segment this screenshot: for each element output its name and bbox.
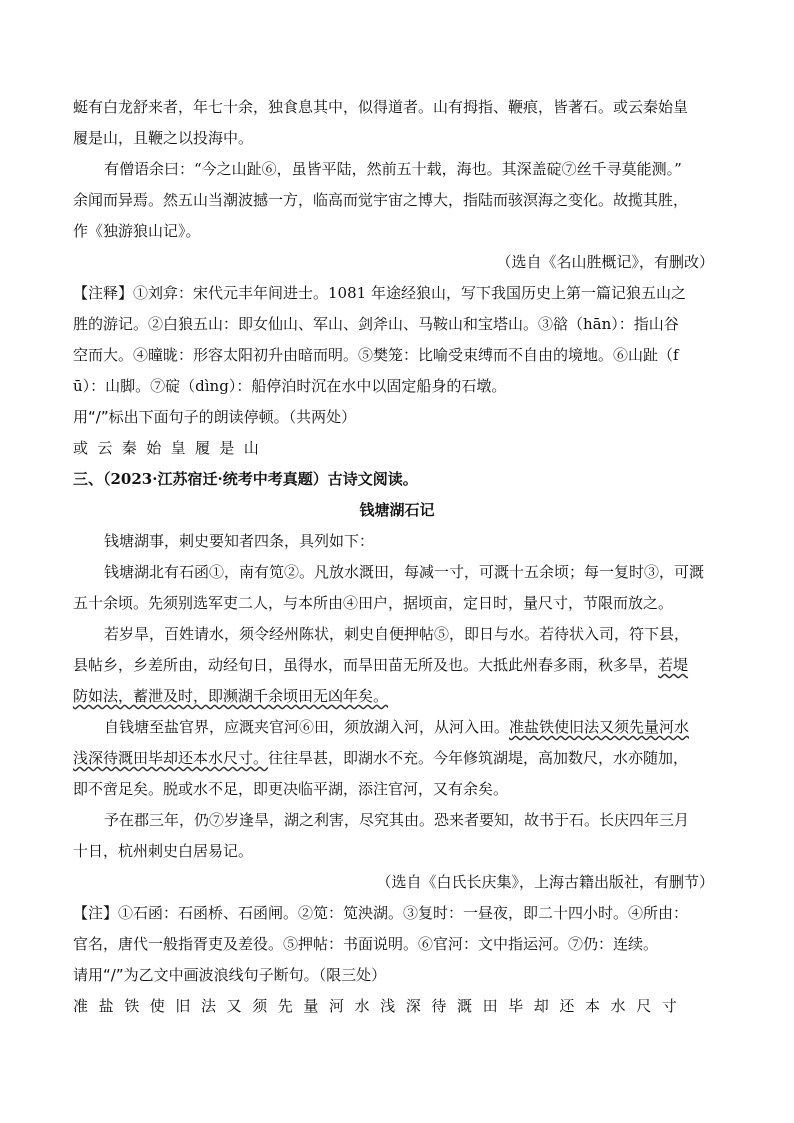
- paragraph-5-line-1: 予在郡三年，仍⑦岁逢旱，湖之利害，尽究其由。恐来者要知，故书于石。长庆四年三月: [104, 811, 690, 829]
- passage-line-4: 余闻而异焉。然五山当潮波撼一方，临高而觉宇宙之博大，指陆而骇溟海之变化。故揽其胜，: [73, 191, 689, 209]
- passage-source: （选自《名山胜概记》，有删改）: [496, 253, 714, 271]
- section-heading: 三、（2023·江苏宿迁·统考中考真题）古诗文阅读。: [73, 470, 418, 488]
- paragraph-1: 钱塘湖事，刺史要知者四条，具列如下：: [104, 532, 375, 550]
- notes-line-3: 空而大。④曈昽：形容太阳初升由暗而明。⑤樊笼：比喻受束缚而不自由的境地。⑥山趾（f: [73, 346, 679, 364]
- text-title: 钱塘湖石记: [359, 501, 435, 519]
- question-2: 请用“/”为乙文中画波浪线句子断句。（限三处）: [73, 966, 387, 984]
- paragraph-3-line-2: [73, 654, 733, 676]
- notes-line-2: 胜的游记。②白狼五山：即女仙山、军山、剑斧山、马鞍山和宝塔山。③谽（hān）：指山谷: [73, 315, 679, 333]
- paragraph-4-line-2: [73, 747, 733, 769]
- wavy-underline-text: 若堤: [658, 656, 689, 674]
- notes2-line-1: 【注】①石函：石函桥、石函闸。②笕：笕泱湖。③复时：一昼夜，即二十四小时。④所由：: [73, 904, 689, 922]
- passage-line-5: 作《独游狼山记》。: [73, 222, 201, 240]
- paragraph-5-line-2: 十日，杭州刺史白居易记。: [73, 842, 254, 860]
- paragraph-3-line-3: [73, 685, 733, 707]
- question-2-sentence: 准盐铁使旧法又须先量河水浅深待溉田毕却还本水尺寸: [73, 997, 688, 1015]
- question-1: 用“/”标出下面句子的朗读停顿。（共两处）: [73, 408, 357, 426]
- paragraph-3-line-1: 若岁旱，百姓请水，须令经州陈状，刺史自便押帖⑤，即日与水。若待状入司，符下县，: [104, 625, 690, 643]
- question-1-sentence: 或云秦始皇履是山: [73, 439, 269, 457]
- paragraph-4-line-2-text: 往往旱甚，即湖水不充。今年修筑湖堤，高加数尺，水亦随加，: [268, 749, 689, 767]
- notes2-line-2: 官名，唐代一般指胥吏及差役。⑤押帖：书面说明。⑥官河：文中指运河。⑦仍：连续。: [73, 935, 659, 953]
- wavy-underline-text: 准盐铁使旧法又须先量河水: [509, 718, 690, 736]
- passage-line-3: 有僧语余曰：“今之山趾⑥，虽皆平陆，然前五十载，海也。其深盖碇⑦丝千寻莫能测。”: [104, 160, 682, 178]
- paragraph-4-line-1: [104, 716, 764, 738]
- paragraph-4-line-3: 即不啻足矣。脱或水不足，即更决临平湖，添注官河，又有余矣。: [73, 780, 509, 798]
- notes-line-4: ū）：山脚。⑦碇（dìng）：船停泊时沉在水中以固定船身的石墩。: [73, 377, 507, 395]
- paragraph-3-line-2-text: 县帖乡，乡差所由，动经旬日，虽得水，而旱田苗无所及也。大抵此州春多雨，秋多旱，: [73, 656, 659, 674]
- text-source: （选自《白氏长庆集》，上海古籍出版社，有删节）: [376, 873, 714, 891]
- passage-line-1: 蜓有白龙舒来者，年七十余，独食息其中，似得道者。山有拇指、鞭痕，皆著石。或云秦始皇: [73, 98, 689, 116]
- paragraph-2-line-2: 五十余顷。先须别选军吏二人，与本所由④田户，据顷亩，定日时，量尺寸，节限而放之。: [73, 594, 674, 612]
- paragraph-4-line-1-text: 自钱塘至盐官界，应溉夹官河⑥田，须放湖入河，从河入田。: [104, 718, 510, 736]
- paragraph-2-line-1: 钱塘湖北有石函①，南有笕②。凡放水溉田，每减一寸，可溉十五余顷；每一复时③，可溉: [104, 563, 705, 581]
- wavy-underline-text: 浅深待溉田毕却还本水尺寸。: [73, 749, 269, 767]
- wavy-underline-text: 防如法，蓄泄及时，即濒湖千余顷田无凶年矣。: [73, 687, 389, 705]
- passage-line-2: 履是山，且鞭之以投海中。: [73, 129, 254, 147]
- notes-line-1: 【注释】①刘弇：宋代元丰年间进士。1081 年途经狼山，写下我国历史上第一篇记狼五山之: [73, 284, 686, 302]
